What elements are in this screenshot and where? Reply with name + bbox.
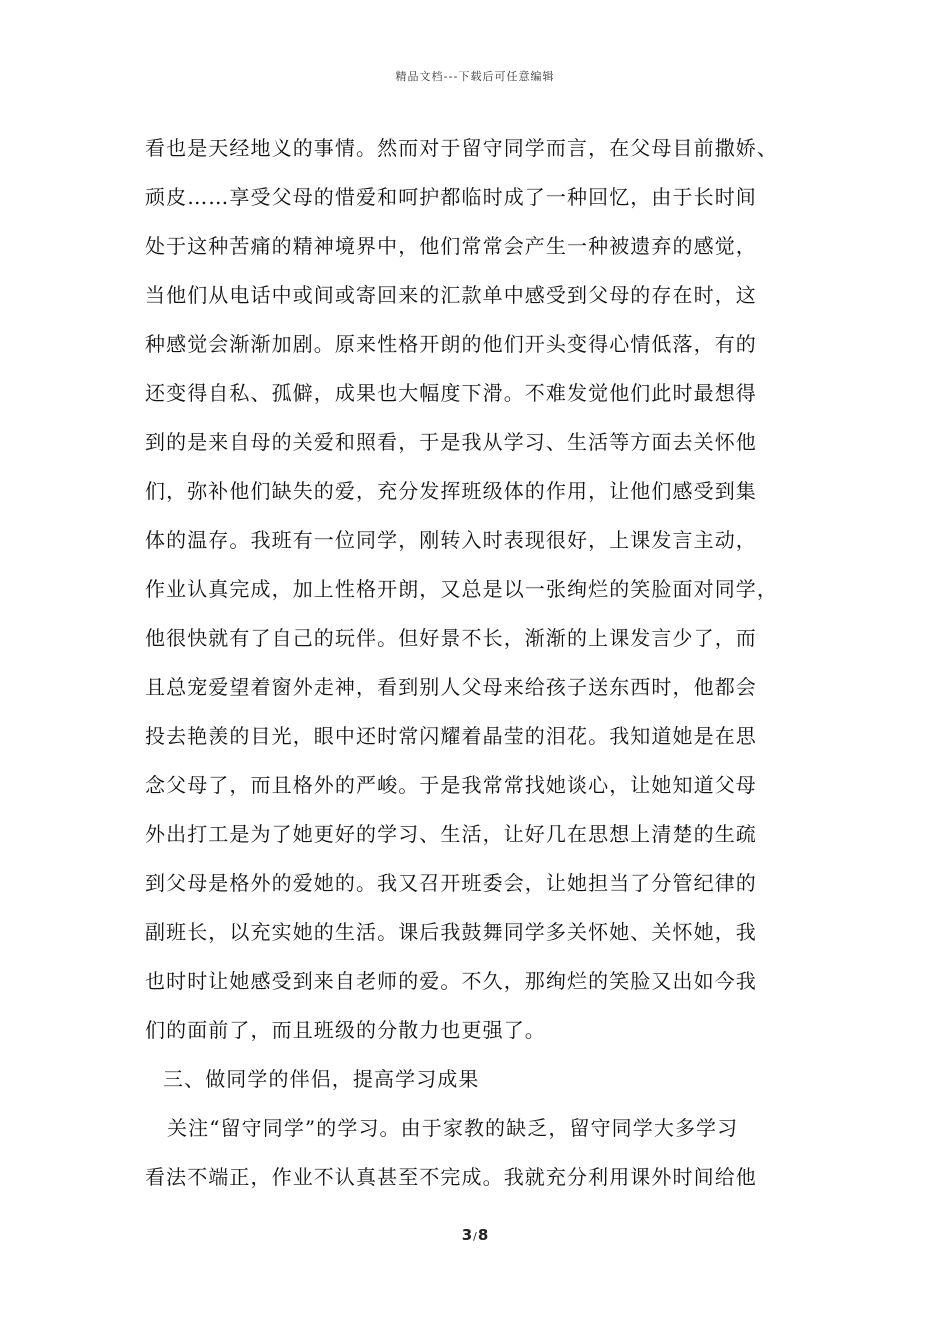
document-body (145, 124, 825, 1202)
text-line: 也时时让她感受到来自老师的爱。不久，那绚烂的笑脸又出如今我 (145, 969, 757, 993)
text-line: 们，弥补他们缺失的爱，充分发挥班级体的作用，让他们感受到集 (145, 479, 757, 503)
text-line: 到的是来自母的关爱和照看，于是我从学习、生活等方面去关怀他 (145, 430, 757, 454)
text-line: 关注“留守同学”的学习。由于家教的缺乏，留守同学大多学习 (167, 1116, 739, 1140)
text-line: 顽皮……享受父母的惜爱和呵护都临时成了一种回忆，由于长时间 (145, 185, 757, 209)
text-line: 看也是天经地义的事情。然而对于留守同学而言，在父母目前撒娇、 (145, 136, 778, 160)
text-line: 作业认真完成，加上性格开朗，又总是以一张绚烂的笑脸面对同学， (145, 577, 778, 601)
text-line: 种感觉会渐渐加剧。原来性格开朗的他们开头变得心情低落，有的 (145, 332, 757, 356)
total-pages: 8 (477, 1226, 489, 1244)
text-line: 且总宠爱望着窗外走神，看到别人父母来给孩子送东西时，他都会 (145, 675, 757, 699)
page-separator: / (473, 1230, 477, 1243)
text-line: 投去艳羡的目光，眼中还时常闪耀着晶莹的泪花。我知道她是在思 (145, 724, 757, 748)
current-page: 3 (461, 1226, 473, 1244)
text-line: 处于这种苦痛的精神境界中，他们常常会产生一种被遗弃的感觉， (145, 234, 757, 258)
text-line: 副班长，以充实她的生活。课后我鼓舞同学多关怀她、关怀她，我 (145, 920, 757, 944)
text-line: 看法不端正，作业不认真甚至不完成。我就充分利用课外时间给他 (145, 1165, 757, 1189)
text-line: 还变得自私、孤僻，成果也大幅度下滑。不难发觉他们此时最想得 (145, 381, 757, 405)
text-line: 们的面前了，而且班级的分散力也更强了。 (145, 1018, 546, 1042)
section-heading: 三、做同学的伴侣，提高学习成果 (163, 1067, 480, 1091)
text-line: 外出打工是为了她更好的学习、生活，让好几在思想上清楚的生疏 (145, 822, 757, 846)
text-line: 体的温存。我班有一位同学，刚转入时表现很好，上课发言主动， (145, 528, 757, 552)
text-line: 念父母了，而且格外的严峻。于是我常常找她谈心，让她知道父母 (145, 773, 757, 797)
text-line: 到父母是格外的爱她的。我又召开班委会，让她担当了分管纪律的 (145, 871, 757, 895)
text-line: 他很快就有了自己的玩伴。但好景不长，渐渐的上课发言少了，而 (145, 626, 757, 650)
page-header: 精品文档---下载后可任意编辑 (395, 70, 555, 83)
text-line: 当他们从电话中或间或寄回来的汇款单中感受到父母的存在时，这 (145, 283, 757, 307)
page-number (0, 1226, 950, 1244)
